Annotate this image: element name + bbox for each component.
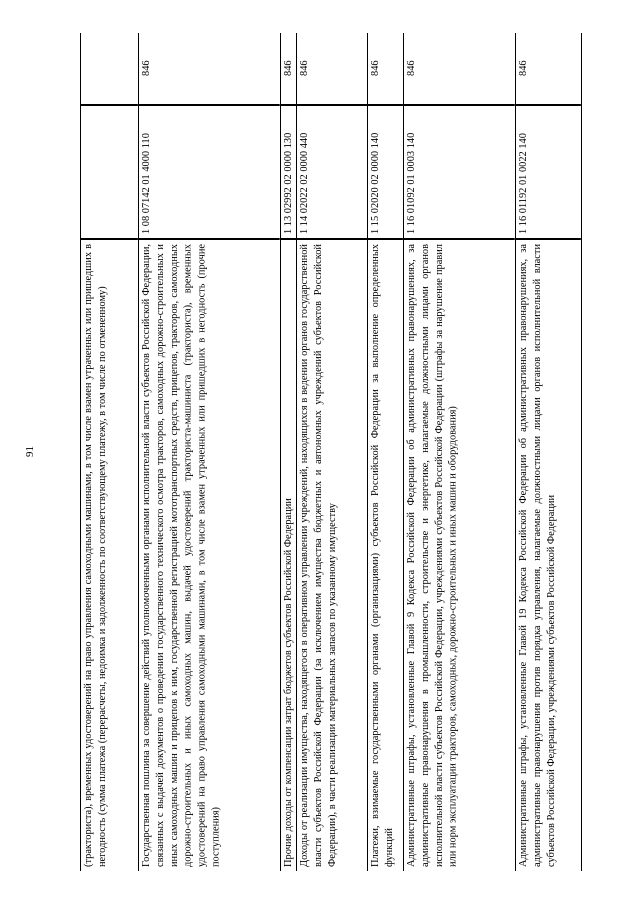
revenue-name-cell: Прочие доходы от компенсации затрат бюджетов субъектов Российской Федерации [281,239,296,871]
admin-code-cell: 846 [139,33,280,105]
revenue-name-cell: Платежи, взимаемые государственными органами (организациями) субъектов Российской Федерации за выполнение определенных функций [368,239,403,871]
admin-code-cell: 846 [516,33,581,105]
revenue-name-cell: Государственная пошлина за совершение действий уполномоченными органами исполнительной власти субъектов Российской Федерации, связанных с выдачей документов о проведении государственного технического осмотра тракторов, самоходных дорожно-строительных и иных самоходных машин и прицепов к ним, государственной регистрацией мототранспортных средств, прицепов, тракторов, самоходных дорожно-строительных и иных самоходных машин, выдачей удостоверений тракториста-машиниста (тракториста), временных удостоверений на право управления самоходными машинами, в том числе взамен утраченных или пришедших в негодность (прочие поступления) [139,239,280,871]
budget-code-cell [81,105,138,239]
revenue-name-cell: (тракториста), временных удостоверений на право управления самоходными машинами, в том числе взамен утраченных или пришедших в негодность (сумма платежа (перерасчеты, недоимка и задолженность по соответствующему платежу, в том числе по отмененному) [81,239,138,871]
table-row [280,33,296,871]
admin-code-cell [81,33,138,105]
budget-code-cell: 1 13 02992 02 0000 130 [281,105,296,239]
page-number: 91 [24,446,36,458]
admin-code-cell: 846 [404,33,515,105]
budget-code-cell: 1 14 02022 02 0000 440 [297,105,368,239]
budget-codes-table [80,33,582,871]
admin-code-cell: 846 [368,33,403,105]
budget-code-cell: 1 15 02020 02 0000 140 [368,105,403,239]
budget-code-cell: 1 08 07142 01 4000 110 [139,105,280,239]
revenue-name-cell: Доходы от реализации имущества, находящегося в оперативном управлении учреждений, находящихся в ведении органов государственной власти субъектов Российской Федерации (за исключением имущества бюджетных и автономных учреждений субъектов Российской Федерации), в части реализации материальных запасов по указанному имуществу [297,239,368,871]
budget-code-cell: 1 16 01092 01 0003 140 [404,105,515,239]
table-row [515,33,581,871]
revenue-name-cell: Административные штрафы, установленные Главой 19 Кодекса Российской Федерации об административных правонарушениях, за административные правонарушения против порядка управления, налагаемые должностными лицами органов исполнительной власти субъектов Российской Федерации, учреждениями субъектов Российской Федерации [516,239,581,871]
revenue-name-cell: Административные штрафы, установленные Главой 9 Кодекса Российской Федерации об административных правонарушениях, за административные правонарушения в промышленности, строительстве и энергетике, налагаемые должностными лицами органов исполнительной власти субъектов Российской Федерации, учреждениями субъектов Российской Федерации (штрафы за нарушение правил или норм эксплуатации тракторов, самоходных, дорожно-строительных и иных машин и оборудования) [404,239,515,871]
table-row [296,33,368,871]
table-row [403,33,515,871]
table-row [138,33,280,871]
table-row [367,33,403,871]
budget-code-cell: 1 16 01192 01 0022 140 [516,105,581,239]
table-row [80,33,138,871]
admin-code-cell: 846 [297,33,368,105]
admin-code-cell: 846 [281,33,296,105]
